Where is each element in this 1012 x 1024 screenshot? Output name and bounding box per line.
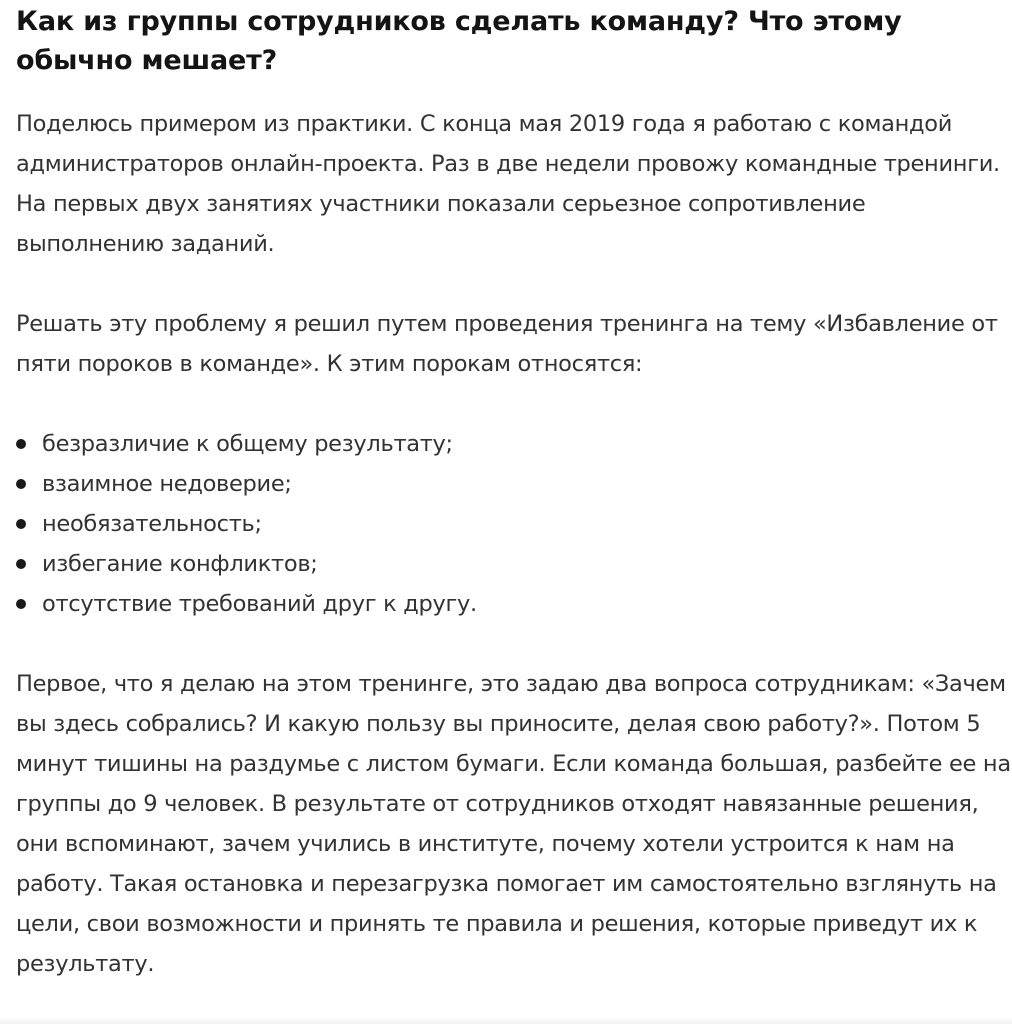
list-item-text: взаимное недоверие; (42, 471, 292, 497)
paragraph-intro: Поделюсь примером из практики. С конца мая 2019 года я работаю с командой администраторов онлайн-проекта. Раз в две недели провожу командные тренинги. На первых двух занятиях участники показали серьезное сопротивление выполнению заданий. (16, 111, 1000, 257)
list-item-text: избегание конфликтов; (42, 551, 318, 577)
list-item-text: безразличие к общему результату; (42, 431, 453, 457)
article-title: Как из группы сотрудников сделать команду? Что этому обычно мешает? (16, 6, 902, 76)
vices-list (16, 424, 1012, 624)
article (16, 0, 1012, 984)
bullet-icon (16, 479, 26, 489)
paragraph-first-step: Первое, что я делаю на этом тренинге, это задаю два вопроса сотрудникам: «Зачем вы здесь собрались? И какую пользу вы приносите, делая свою работу?». Потом 5 минут тишины на раздумье с листом бумаги. Если команда большая, разбейте ее на группы до 9 человек. В результате от сотрудников отходят навязанные решения, они вспоминают, зачем учились в институте, почему хотели устроится к нам на работу. Такая остановка и перезагрузка помогает им самостоятельно взглянуть на цели, свои возможности и принять те правила и решения, которые приведут их к результату. (16, 671, 1011, 977)
bullet-icon (16, 519, 26, 529)
bottom-edge (0, 1016, 1012, 1024)
list-item (16, 504, 1012, 544)
list-item-text: отсутствие требований друг к другу. (42, 591, 477, 617)
paragraph-training-topic: Решать эту проблему я решил путем проведения тренинга на тему «Избавление от пяти пороков в команде». К этим порокам относятся: (16, 311, 998, 377)
bullet-icon (16, 439, 26, 449)
bullet-icon (16, 559, 26, 569)
bullet-icon (16, 599, 26, 609)
list-item-text: необязательность; (42, 511, 262, 537)
list-item (16, 544, 1012, 584)
list-item (16, 424, 1012, 464)
list-item (16, 584, 1012, 624)
list-item (16, 464, 1012, 504)
